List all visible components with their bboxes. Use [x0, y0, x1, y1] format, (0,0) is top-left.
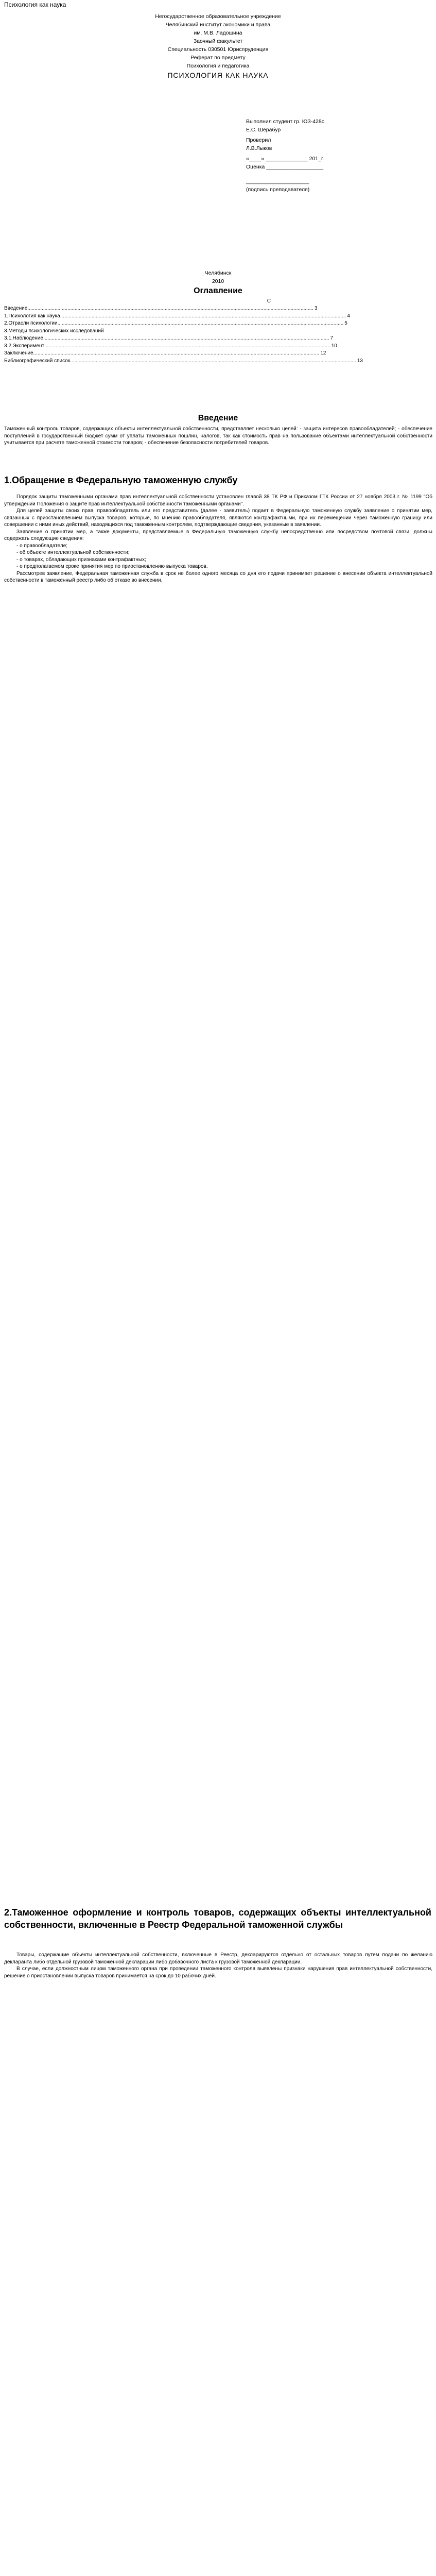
section-paragraph: Заявление о принятии мер, а также документы, представляемые в Федеральную таможенную службу непосредственно или посредством почтовой связи, должны содержать следующие сведения:: [4, 529, 432, 541]
section-paragraph: - об объекте интеллектуальной собственности;: [16, 550, 130, 555]
section-1-body: [4, 494, 432, 584]
checked-line: Проверил: [246, 137, 271, 143]
doc-type-line: Реферат по предмету: [190, 55, 246, 61]
toc-item-page: 13: [357, 358, 363, 364]
toc-item-title: Библиографический список: [4, 358, 71, 364]
grade-line: Оценка ___________________: [246, 164, 324, 170]
institute-line: Челябинский институт экономики и права: [165, 22, 271, 28]
toc-item-leader: ........................................................................................................................................................................................................: [60, 313, 346, 319]
toc-item-page: 5: [344, 320, 347, 326]
section-paragraph: Порядок защиты таможенными органами прав интеллектуальной собственности установлен главой 38 ТК РФ и Приказом ГТК России от 27 ноября 2003 г. № 1199 "Об утверждении Положения о защите прав интеллектуальной собственности таможенными органами".: [4, 494, 432, 507]
toc-column-label: С: [267, 298, 271, 304]
toc-item-leader: ........................................................................................................................................................................................................: [57, 320, 344, 326]
section-2-title: 2.Таможенное оформление и контроль товаров, содержащих объекты интеллектуальной собственности, включенные в Реестр Федеральной таможенной службы: [4, 1907, 431, 1930]
toc-item-page: 10: [331, 343, 337, 349]
toc-item: [4, 328, 272, 335]
toc-item-leader: ........................................................................................................................................................................................................: [44, 343, 330, 349]
document-title: Психология как наука: [4, 1, 66, 8]
city: Челябинск: [204, 270, 232, 276]
section-paragraph: В случае, если должностным лицом таможенного органа при проведении таможенного контроля выявлены признаки нарушения прав интеллектуальной собственности, решение о приостановлении выпуска товаров принимается на срок до 10 рабочих дней.: [4, 1966, 432, 1979]
signature-block: [246, 117, 421, 194]
section-paragraph: - о предполагаемом сроке принятия мер по приостановлению выпуска товаров.: [16, 564, 208, 569]
toc-item-leader: ........................................................................................................................................................................................................: [70, 358, 356, 364]
section-2-body: [4, 1952, 432, 1979]
toc-item: [4, 343, 337, 350]
toc-item-leader: ........................................................................................................................................................................................................: [33, 350, 320, 356]
toc-item: [4, 358, 363, 365]
toc-item-leader: ........................................................................................................................................................................................................: [43, 335, 329, 341]
toc-title: Оглавление: [194, 286, 242, 295]
named-after-line: им. М.В. Ладошина: [194, 30, 242, 36]
toc-item: [4, 313, 350, 320]
section-paragraph: Товары, содержащие объекты интеллектуальной собственности, включенные в Реестр, декларируются отдельно от остальных товаров путем подачи по желанию декларанта либо отдельной грузовой таможенной декларации либо добавочного листа к грузовой таможенной декларации.: [4, 1952, 432, 1965]
table-of-contents: [4, 298, 363, 365]
toc-item-title: 3.Методы психологических исследований: [4, 328, 104, 334]
title-page-header: [0, 12, 436, 80]
toc-item: [4, 320, 347, 328]
topic-title: ПСИХОЛОГИЯ КАК НАУКА: [167, 71, 269, 79]
performed-line: Выполнил студент гр. ЮЗ-428с: [246, 118, 324, 125]
student-name: Е.С. Шерабур: [246, 127, 281, 133]
intro-title: Введение: [198, 414, 238, 422]
toc-item-title: Введение: [4, 306, 28, 311]
subject-line: Психология и педагогика: [186, 63, 250, 69]
city-year: [0, 269, 436, 285]
toc-list: [4, 305, 363, 365]
specialty-line: Специальность 030501 Юриспруденция: [167, 46, 269, 53]
toc-item-leader: ........................................................................................................................................................................................................: [27, 306, 313, 311]
teacher-name: Л.В.Лыков: [246, 145, 272, 151]
toc-item-page: 7: [330, 335, 334, 341]
intro-paragraph: Таможенный контроль товаров, содержащих объекты интеллектуальной собственности, представляет несколько целей: - защита интересов правообладателей; - обеспечение поступлений в государственный бюджет сумм от уплаты таможенных пошлин, налогов, так как стоимость прав на пользование объектами интеллектуальной собственности учитывается при расчете таможенной стоимости товаров; - обеспечение безопасности потребителей товаров.: [4, 426, 432, 446]
toc-item-page: 3: [314, 306, 318, 311]
ministry-line: Негосударственное образовательное учреждение: [155, 13, 281, 20]
toc-item: [4, 335, 334, 343]
sign-line: _____________________: [246, 178, 309, 184]
toc-item-title: 3.1.Наблюдение: [4, 335, 43, 341]
section-paragraph: Рассмотрев заявление, Федеральная таможенная служба в срок не более одного месяца со дня его подачи принимает решение о внесении объекта интеллектуальной собственности в таможенный реестр либо об отказе во внесении.: [4, 570, 432, 583]
year: 2010: [212, 278, 224, 284]
toc-item-page: [271, 328, 272, 335]
toc-item-title: 3.2.Эксперимент: [4, 343, 45, 349]
toc-item-title: 2.Отрасли психологии: [4, 320, 58, 326]
section-paragraph: - о товарах, обладающих признаками контрафактных;: [16, 556, 146, 563]
section-paragraph: - о правообладателе;: [16, 543, 68, 549]
faculty-line: Заочный факультет: [193, 38, 243, 44]
toc-item-leader: [104, 328, 271, 335]
toc-item: [4, 305, 318, 313]
toc-item-title: Заключение: [4, 350, 33, 356]
toc-item: [4, 350, 326, 358]
toc-item-page: 12: [320, 350, 326, 356]
toc-item-title: 1.Психология как наука: [4, 313, 60, 319]
signature-caption: (подпись преподавателя): [246, 187, 310, 193]
date-line: «____» ______________ 201_г.: [246, 156, 324, 162]
section-1-title: 1.Обращение в Федеральную таможенную службу: [4, 475, 238, 485]
toc-item-page: 4: [347, 313, 350, 319]
section-paragraph: Для целей защиты своих прав, правообладатель или его представитель (далее - заявитель) подает в Федеральную таможенную службу заявление о принятии мер, связанных с приостановлением выпуска товаров, которые, по мнению правообладателя, являются контрафактными, при их перемещении через таможенную границу или совершении с ними иных действий, находящихся под таможенным контролем, подтверждающие сведения, указанные в заявлении.: [4, 508, 432, 528]
intro-text: [4, 426, 432, 447]
